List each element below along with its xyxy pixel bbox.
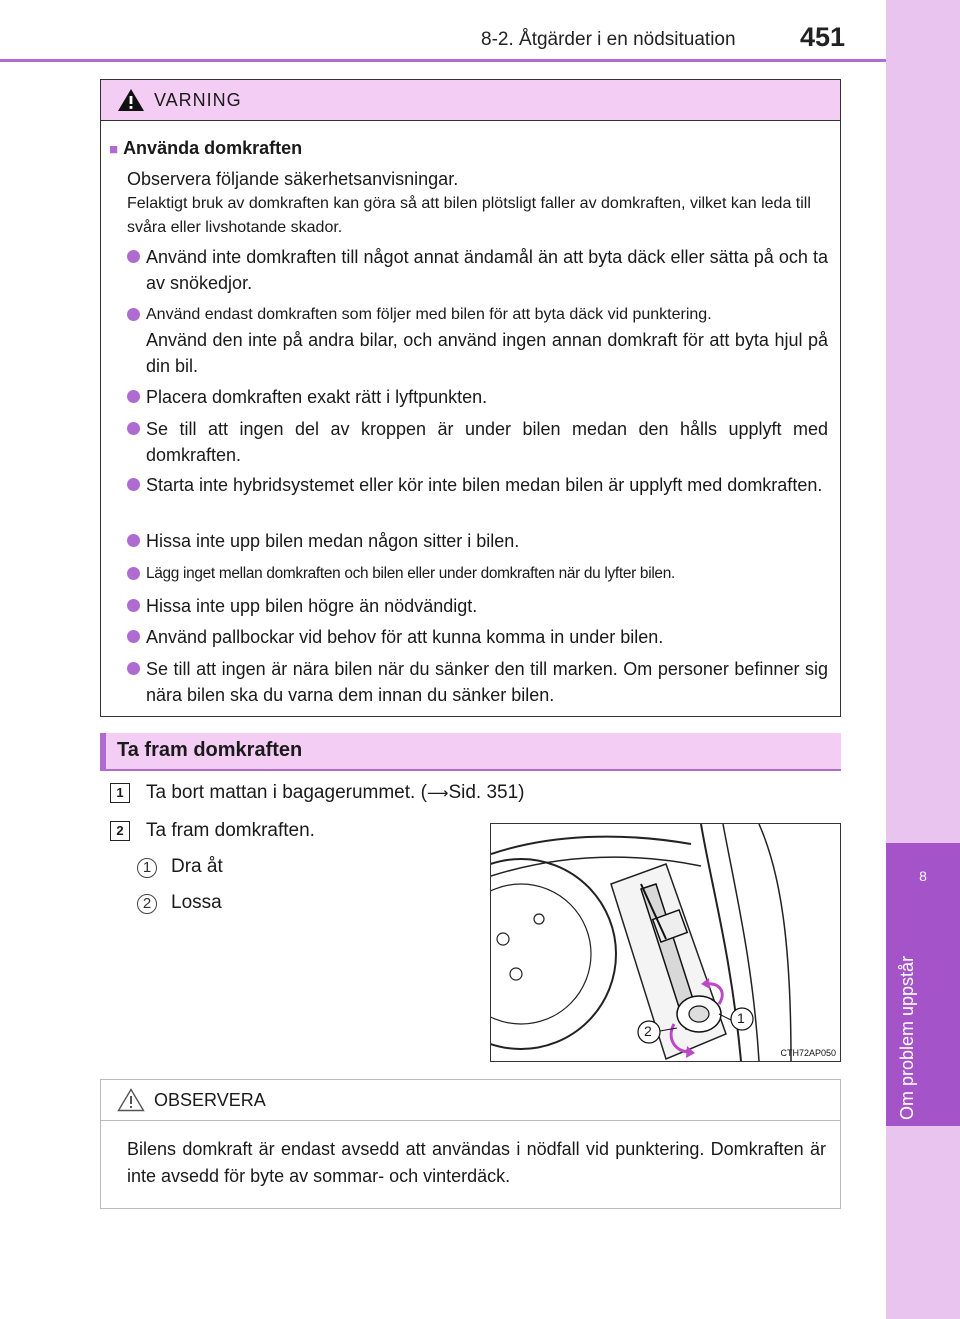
section-accent (100, 733, 106, 769)
bullet-dot-icon (127, 534, 140, 547)
arrow-right-icon: ⟶ (426, 785, 449, 802)
warning-subheading: ■ Använda domkraften (109, 138, 303, 158)
warning-bullet: Se till att ingen del av kroppen är under bilen medan den hålls upplyft med domkraften. (127, 416, 828, 468)
bullet-dot-icon (127, 422, 140, 435)
page-number: 451 (800, 22, 846, 52)
chapter-number: 8 (919, 868, 927, 884)
warning-bullet: Se till att ingen är nära bilen när du sänker den till marken. Om personer befinner sig nära bilen ska du varna dem innan du sänker bilen. (127, 656, 828, 708)
notice-box (100, 1079, 841, 1209)
section-title: Ta fram domkraften (117, 739, 303, 761)
notice-text: Bilens domkraft är endast avsedd att användas i nödfall vid punktering. Domkraften är inte avsedd för byte av sommar- och vinterdäck. (127, 1139, 826, 1186)
header-rule (0, 59, 886, 62)
warning-bullet: Hissa inte upp bilen högre än nödvändigt. (127, 593, 828, 619)
substep-number: 2 (137, 894, 157, 914)
section-title-bar (100, 733, 841, 771)
bullet-dot-icon (127, 250, 140, 263)
substep-text: Dra åt (171, 856, 223, 877)
warning-bullet: Lägg inget mellan domkraften och bilen eller under domkraften när du lyfter bilen. (127, 561, 828, 587)
warning-box (100, 79, 841, 717)
callout-2-label: 2 (644, 1023, 652, 1039)
warning-bullet: Starta inte hybridsystemet eller kör inte bilen medan bilen är upplyft med domkraften. (127, 472, 828, 498)
warning-intro-detail: Felaktigt bruk av domkraften kan göra så att bilen plötsligt faller av domkraften, vilket kan leda till svåra eller livshotande skador. (127, 195, 811, 236)
warning-bullet: Använd pallbockar vid behov för att kunna komma in under bilen. (127, 624, 828, 650)
bullet-dot-icon (127, 308, 140, 321)
warning-bullet: Placera domkraften exakt rätt i lyftpunkten. (127, 384, 828, 410)
warning-header (101, 80, 840, 121)
bullet-dot-icon (127, 567, 140, 580)
warning-bullet: Hissa inte upp bilen medan någon sitter i bilen. (127, 528, 828, 554)
bullet-dot-icon (127, 662, 140, 675)
step-text: Ta fram domkraften. (146, 820, 315, 841)
notice-title: OBSERVERA (154, 1090, 266, 1110)
warning-icon (117, 88, 145, 117)
step-number: 2 (110, 821, 130, 841)
page-reference-link[interactable]: Sid. 351) (448, 782, 525, 803)
jack-drawing (491, 824, 840, 1061)
callout-1-label: 1 (737, 1010, 745, 1026)
step-text: Ta bort mattan i bagagerummet. (⟶Sid. 351) (146, 782, 525, 803)
notice-header (101, 1080, 840, 1121)
warning-bullet: Använd inte domkraften till något annat ändamål än att byta däck eller sätta på och ta av snökedjor. (127, 244, 828, 296)
jack-illustration (490, 823, 841, 1062)
bullet-dot-icon (127, 478, 140, 491)
substep-text: Lossa (171, 892, 222, 913)
substep-number: 1 (137, 858, 157, 878)
warning-bullet-continuation: Använd den inte på andra bilar, och använd ingen annan domkraft för att byta hjul på din bil. (146, 330, 828, 376)
bullet-dot-icon (127, 599, 140, 612)
bullet-dot-icon (127, 630, 140, 643)
warning-title: VARNING (154, 90, 242, 110)
step-number: 1 (110, 783, 130, 803)
bullet-dot-icon (127, 390, 140, 403)
caution-icon (117, 1088, 145, 1117)
square-bullet-icon: ■ (109, 141, 119, 158)
warning-intro: Observera följande säkerhetsanvisningar. (127, 169, 459, 189)
illustration-code: CTH72AP050 (780, 1048, 836, 1058)
section-heading: 8-2. Åtgärder i en nödsituation (481, 29, 736, 50)
chapter-label: Om problem uppstår (897, 955, 917, 1120)
warning-bullet: Använd endast domkraften som följer med bilen för att byta däck vid punktering. (127, 302, 828, 328)
